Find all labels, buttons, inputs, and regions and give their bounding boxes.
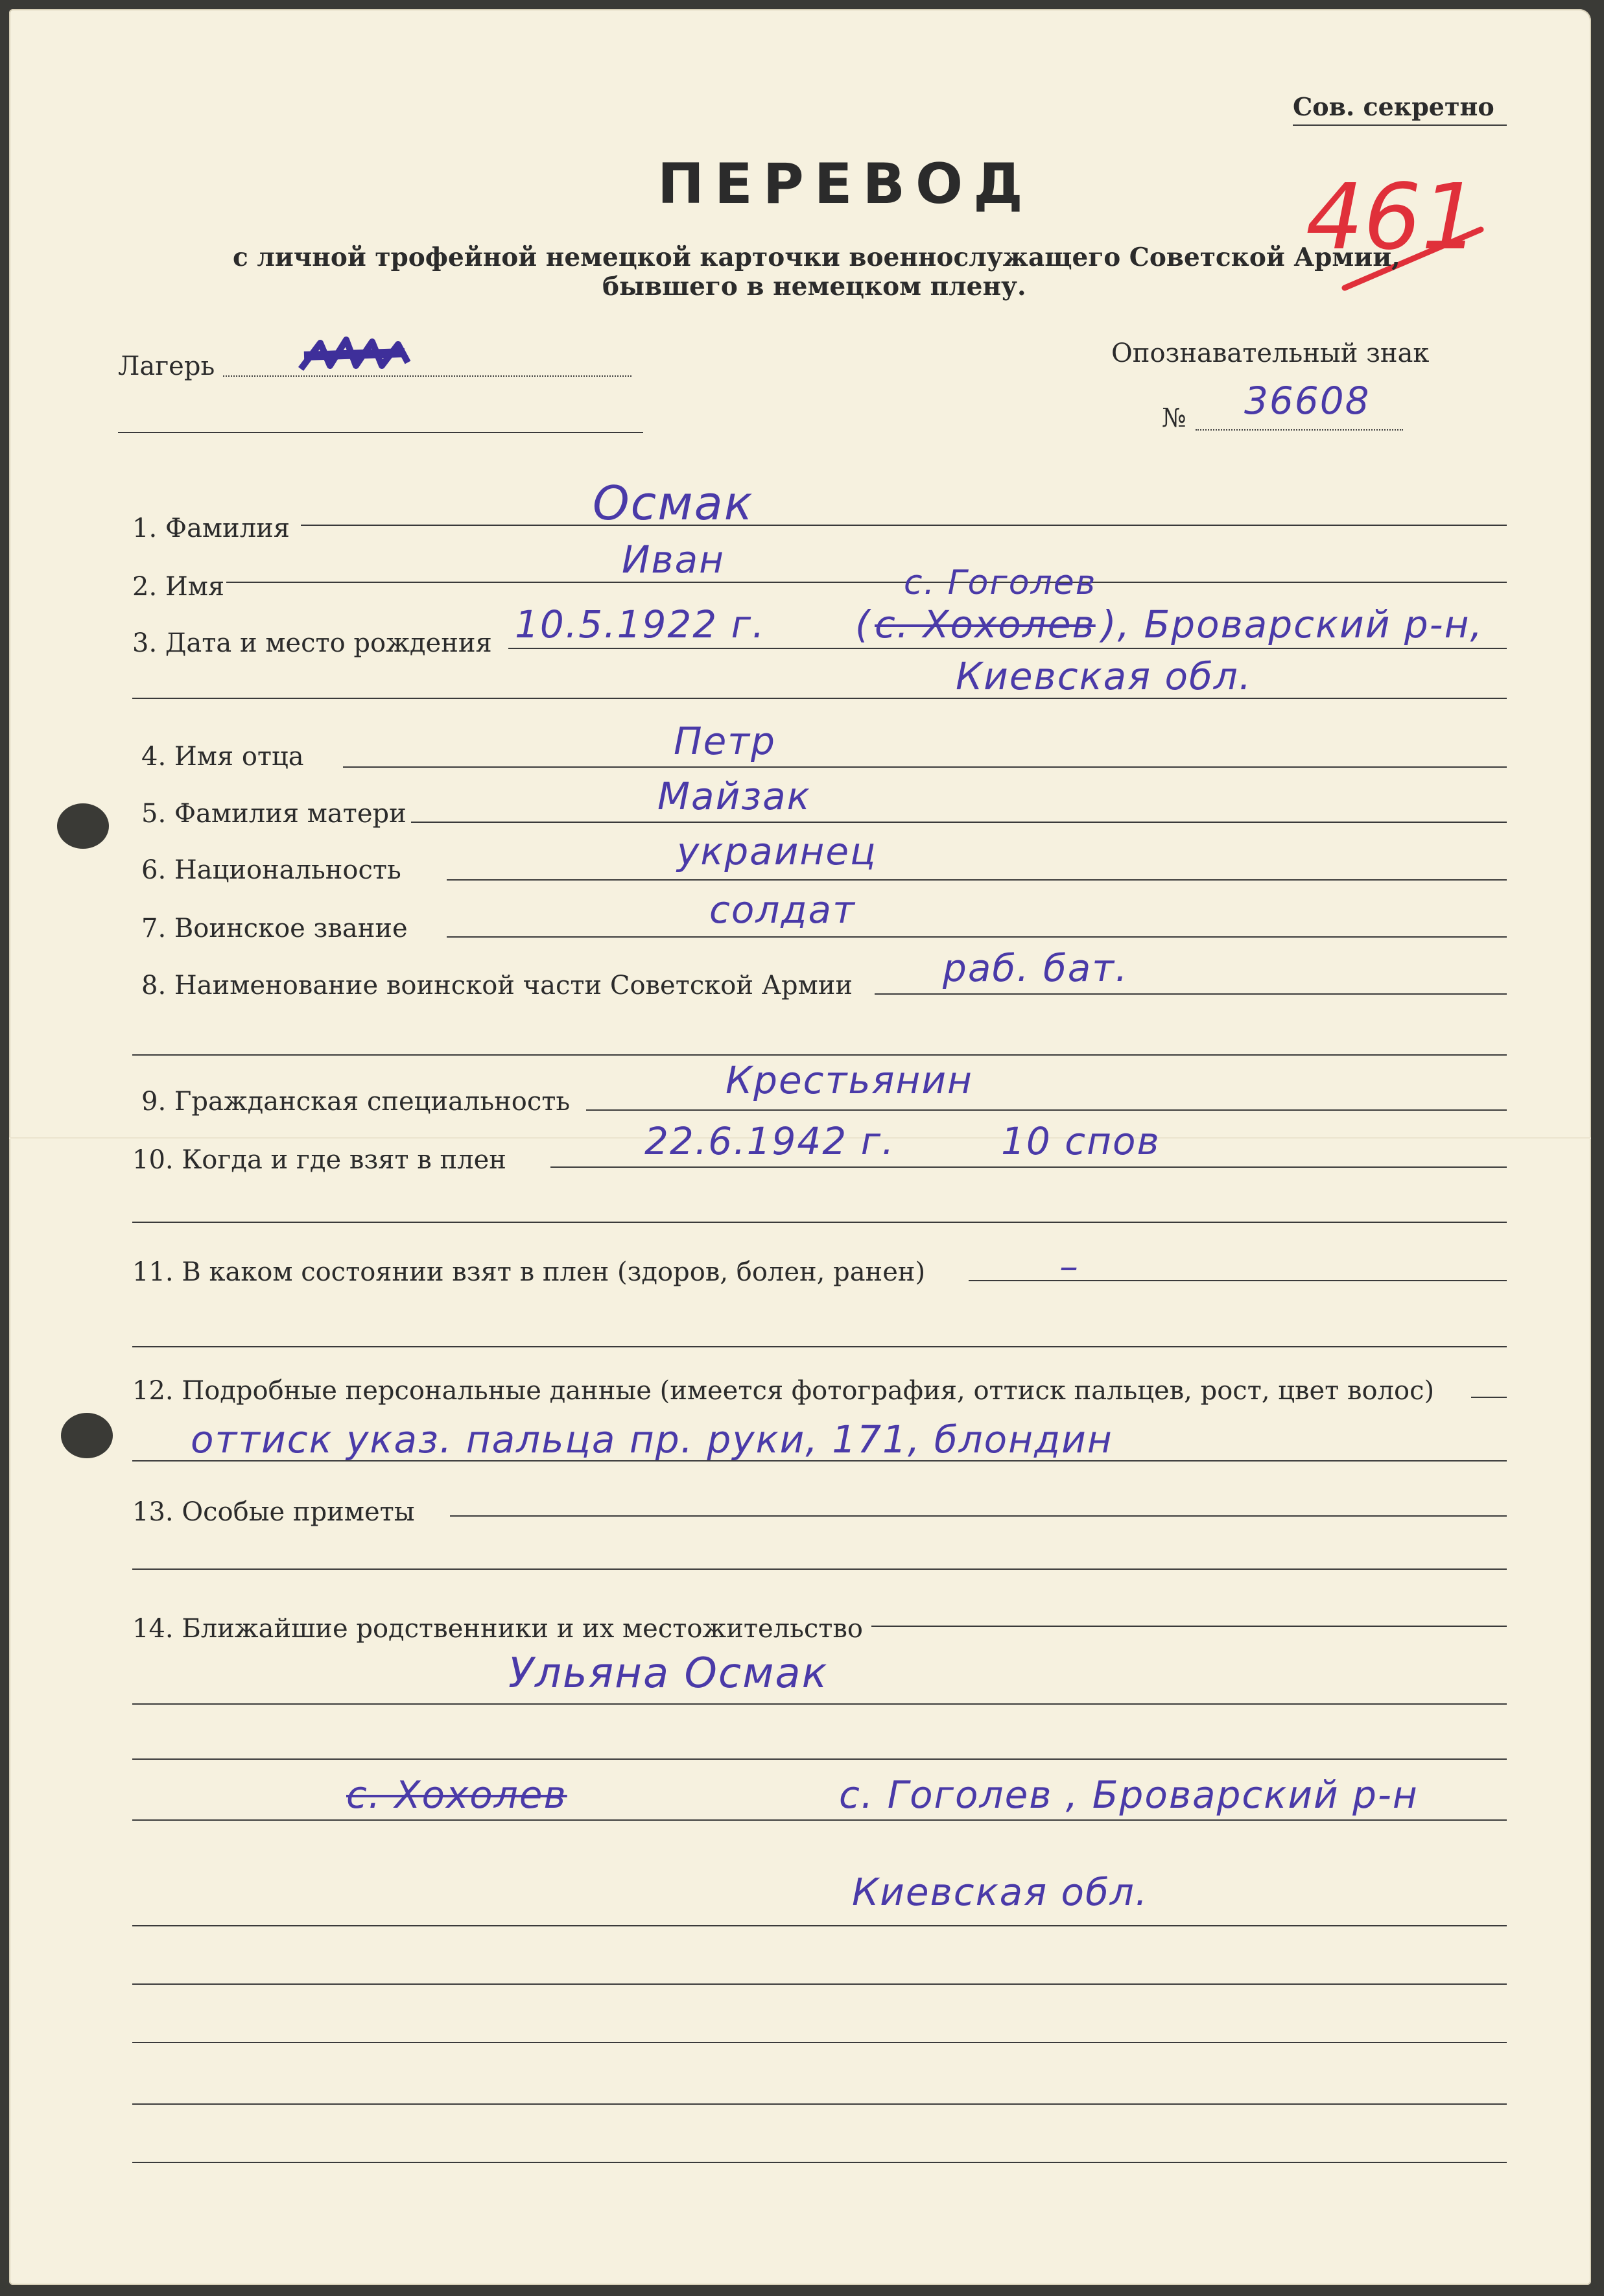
field-relatives-struck: с. Хохолев bbox=[346, 1773, 567, 1817]
field-nationality-label: 6. Национальность bbox=[141, 855, 401, 885]
classification-mark: Сов. секретно bbox=[1293, 92, 1494, 121]
field-relatives-line2 bbox=[132, 1703, 1507, 1705]
field-relatives-label: 14. Ближайшие родственники и их местожительство bbox=[132, 1614, 864, 1644]
field-birthplace-insert: с. Гоголев bbox=[904, 563, 1097, 602]
punch-hole bbox=[61, 1413, 113, 1458]
field-birthplace-rest: ), Броварский р-н, bbox=[1102, 602, 1483, 646]
tag-number-line bbox=[1196, 429, 1403, 431]
field-captured-place: 10 спов bbox=[1001, 1119, 1161, 1163]
field-relatives-name: Ульяна Осмак bbox=[508, 1650, 829, 1698]
field-name-line bbox=[226, 582, 1507, 583]
field-condition-line bbox=[969, 1280, 1507, 1281]
field-profession-value: Крестьянин bbox=[725, 1058, 973, 1102]
field-mother-value: Майзак bbox=[657, 774, 811, 818]
field-personal-line bbox=[1471, 1397, 1507, 1398]
field-relatives-address2: Киевская обл. bbox=[852, 1870, 1149, 1914]
field-birthplace-line2: Киевская обл. bbox=[956, 654, 1253, 698]
field-personal-value: оттиск указ. пальца пр. руки, 171, блондин bbox=[191, 1417, 1113, 1462]
field-mother-line bbox=[411, 822, 1507, 823]
field-rank-line bbox=[447, 936, 1507, 938]
field-profession-label: 9. Гражданская специальность bbox=[141, 1087, 571, 1117]
punch-hole bbox=[57, 803, 109, 849]
field-surname-line bbox=[301, 525, 1507, 526]
field-surname-value: Осмак bbox=[593, 476, 754, 530]
field-profession-line bbox=[586, 1109, 1507, 1111]
field-relatives-line3 bbox=[132, 1758, 1507, 1760]
document-page bbox=[9, 9, 1591, 2285]
field-father-label: 4. Имя отца bbox=[141, 742, 304, 772]
field-marks-label: 13. Особые приметы bbox=[132, 1497, 415, 1527]
field-captured-line bbox=[550, 1166, 1507, 1168]
camp-second-line bbox=[118, 432, 643, 433]
field-relatives-line7 bbox=[132, 2042, 1507, 2043]
field-birthplace-paren: ( bbox=[855, 602, 871, 646]
field-rank-value: солдат bbox=[709, 888, 856, 932]
tag-number-sign: № bbox=[1162, 403, 1186, 433]
field-condition-value: – bbox=[1059, 1244, 1079, 1288]
field-relatives-line9 bbox=[132, 2162, 1507, 2163]
field-relatives-line4 bbox=[132, 1819, 1507, 1821]
field-nationality-value: украинец bbox=[677, 829, 877, 873]
field-marks-line bbox=[450, 1515, 1507, 1517]
tag-label: Опознавательный знак bbox=[1111, 338, 1430, 368]
field-condition-line2 bbox=[132, 1346, 1507, 1347]
field-condition-label: 11. В каком состоянии взят в плен (здоров, болен, ранен) bbox=[132, 1257, 926, 1287]
field-surname-label: 1. Фамилия bbox=[132, 514, 290, 543]
field-birth-label: 3. Дата и место рождения bbox=[132, 628, 492, 658]
field-personal-label: 12. Подробные персональные данные (имеется фотография, оттиск пальцев, рост, цвет волос) bbox=[132, 1376, 1435, 1406]
field-rank-label: 7. Воинское звание bbox=[141, 914, 408, 943]
tag-number-value: 36608 bbox=[1244, 379, 1371, 423]
field-name-label: 2. Имя bbox=[132, 572, 225, 602]
field-unit-label: 8. Наименование воинской части Советской Армии bbox=[141, 971, 853, 1000]
field-father-value: Петр bbox=[674, 719, 776, 763]
field-birth-line2 bbox=[132, 698, 1507, 699]
field-captured-label: 10. Когда и где взят в плен bbox=[132, 1145, 506, 1175]
field-birth-line bbox=[508, 648, 1507, 649]
field-unit-value: раб. бат. bbox=[943, 946, 1129, 990]
classification-underline bbox=[1293, 124, 1507, 126]
field-nationality-line bbox=[447, 879, 1507, 881]
subtitle-line2: бывшего в немецком плену. bbox=[602, 272, 1026, 302]
field-captured-date: 22.6.1942 г. bbox=[644, 1119, 895, 1163]
field-relatives-line6 bbox=[132, 1983, 1507, 1985]
field-birth-date: 10.5.1922 г. bbox=[515, 602, 766, 646]
field-unit-line2 bbox=[132, 1054, 1507, 1056]
field-relatives-address: с. Гоголев , Броварский р-н bbox=[839, 1773, 1419, 1817]
document-title: ПЕРЕВОД bbox=[657, 152, 1033, 217]
camp-label: Лагерь bbox=[118, 351, 215, 381]
archive-number: 461 bbox=[1306, 165, 1480, 270]
redaction-scribble bbox=[294, 330, 418, 382]
field-birthplace-struck: с. Хохолев bbox=[875, 602, 1096, 646]
field-relatives-line5 bbox=[132, 1925, 1507, 1926]
field-unit-line bbox=[875, 993, 1507, 995]
field-name-value: Иван bbox=[622, 538, 725, 582]
field-captured-line2 bbox=[132, 1222, 1507, 1223]
subtitle-line1: с личной трофейной немецкой карточки военнослужащего Советской Армии, bbox=[233, 243, 1400, 272]
camp-line bbox=[223, 375, 631, 377]
field-relatives-line bbox=[871, 1626, 1507, 1627]
field-father-line bbox=[343, 766, 1507, 768]
field-marks-line2 bbox=[132, 1568, 1507, 1570]
field-mother-label: 5. Фамилия матери bbox=[141, 799, 407, 829]
field-relatives-line8 bbox=[132, 2103, 1507, 2105]
